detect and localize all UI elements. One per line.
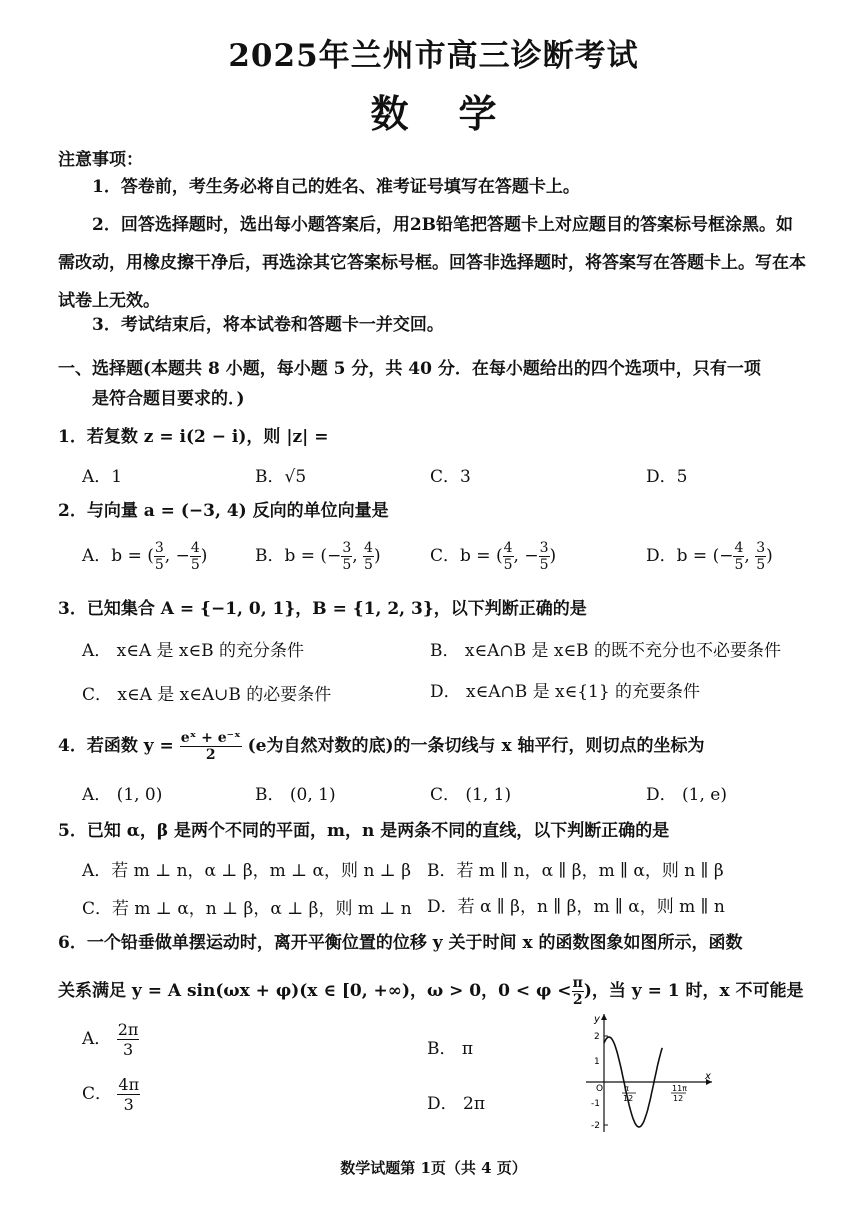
graph-origin-label: O bbox=[596, 1084, 604, 1094]
q2-option-a-pre: b = ( bbox=[111, 546, 154, 566]
q4-stem: 4．若函数 y = $\frac{\text{eˣ + e⁻ˣ}}{2}$ (e为自然对数的底)的一条切线与 x 轴平行，则切点的坐标为 bbox=[58, 730, 705, 763]
q5-option-c: C．若 m ⊥ α，n ⊥ β，α ⊥ β，则 m ⊥ n bbox=[82, 899, 412, 919]
q2-option-d-frac1: $\frac{4}{5}$ bbox=[734, 540, 744, 573]
q2-option-a-frac1: $\frac{3}{5}$ bbox=[154, 540, 164, 573]
graph-x-label: x bbox=[705, 1071, 711, 1082]
q3-stem: 3．已知集合 A = {−1, 0, 1}，B = {1, 2, 3}，以下判断正确的是 bbox=[58, 599, 587, 619]
q1-option-b: B．√5 bbox=[255, 467, 307, 487]
q3-option-c: C． x∈A 是 x∈A∪B 的必要条件 bbox=[82, 685, 332, 705]
q1-option-c: C．3 bbox=[430, 467, 471, 487]
graph-xtick-11pi12-den: 12 bbox=[673, 1094, 684, 1103]
q4-option-b: B． (0, 1) bbox=[255, 785, 336, 805]
q2-stem: 2．与向量 a = (−3, 4) 反向的单位向量是 bbox=[58, 501, 389, 521]
note-item-3: 3．考试结束后，将本试卷和答题卡一并交回。 bbox=[92, 315, 444, 335]
page-title: 2025年兰州市高三诊断考试 bbox=[228, 38, 639, 74]
q6-sine-graph bbox=[578, 1010, 718, 1135]
graph-ytick-1: 1 bbox=[594, 1057, 600, 1067]
graph-y-label: y bbox=[594, 1014, 600, 1025]
q4-option-a: A． (1, 0) bbox=[82, 785, 163, 805]
q6-option-a-fraction: $\frac{2\pi}{3}$ bbox=[117, 1020, 139, 1059]
page-footer: 数学试题第 1页（共 4 页） bbox=[340, 1159, 527, 1177]
section-heading-line2: 是符合题目要求的．) bbox=[92, 389, 245, 409]
section-heading bbox=[58, 354, 808, 414]
q2-option-a-label: A． bbox=[82, 546, 112, 566]
graph-xtick-11pi12-num: 11π bbox=[672, 1084, 687, 1093]
note-item-1: 1．答卷前，考生务必将自己的姓名、准考证号填写在答题卡上。 bbox=[92, 177, 580, 197]
q2-option-d: D．b = (− $\frac{4}{5}$ , $\frac{3}{5}$ ) bbox=[646, 540, 773, 573]
graph-xtick-pi12-den: 12 bbox=[623, 1094, 634, 1103]
q2-option-c-frac2: $\frac{3}{5}$ bbox=[539, 540, 549, 573]
q2-option-b: B．b = (− $\frac{3}{5}$ , $\frac{4}{5}$ ) bbox=[255, 540, 381, 573]
q6-option-c: C． $\frac{4\pi}{3}$ bbox=[82, 1075, 140, 1114]
q1-option-d: D．5 bbox=[646, 467, 688, 487]
subject-title: 数学 bbox=[370, 91, 547, 136]
notes-heading: 注意事项： bbox=[58, 150, 143, 170]
q2-option-b-frac1: $\frac{3}{5}$ bbox=[342, 540, 352, 573]
q4-option-c: C． (1, 1) bbox=[430, 785, 512, 805]
q4-option-d: D． (1, e) bbox=[646, 785, 727, 805]
graph-ytick-neg1: -1 bbox=[591, 1099, 600, 1109]
q2-option-a: A．b = ( $\frac{3}{5}$ , − $\frac{4}{5}$ ) bbox=[82, 540, 208, 573]
graph-ytick-2: 2 bbox=[594, 1032, 600, 1042]
q5-stem: 5．已知 α，β 是两个不同的平面，m，n 是两条不同的直线，以下判断正确的是 bbox=[58, 821, 670, 841]
q3-option-d: D． x∈A∩B 是 x∈{1} 的充要条件 bbox=[430, 682, 701, 702]
q2-option-c: C．b = ( $\frac{4}{5}$ , − $\frac{3}{5}$ ) bbox=[430, 540, 557, 573]
q2-option-b-frac2: $\frac{4}{5}$ bbox=[364, 540, 373, 573]
q3-option-b: B． x∈A∩B 是 x∈B 的既不充分也不必要条件 bbox=[430, 641, 781, 661]
q4-function-fraction: $\frac{\text{eˣ + e⁻ˣ}}{2}$ bbox=[180, 730, 241, 763]
graph-y-arrow bbox=[601, 1014, 607, 1020]
note-item-2: 2．回答选择题时，选出每小题答案后，用2B铅笔把答题卡上对应题目的答案标号框涂黑。如需改动，用橡皮擦干净后，再选涂其它答案标号框。回答非选择题时，将答案写在答题卡上。写在本试卷上无效。 bbox=[58, 215, 806, 311]
q6-option-a: A． $\frac{2\pi}{3}$ bbox=[82, 1020, 139, 1059]
graph-xtick-pi12-num: π bbox=[624, 1084, 629, 1093]
q6-option-c-fraction: $\frac{4\pi}{3}$ bbox=[118, 1075, 140, 1114]
q6-stem-line1: 6．一个铅垂做单摆运动时，离开平衡位置的位移 y 关于时间 x 的函数图象如图所示，函数 bbox=[58, 933, 743, 953]
q6-phi-bound-fraction: $\frac{\pi}{2}$ bbox=[572, 975, 583, 1008]
q1-stem: 1．若复数 z = i(2 − i)，则 |z| = bbox=[58, 427, 329, 447]
section-heading-line1: 一、选择题(本题共 8 小题，每小题 5 分，共 40 分．在每小题给出的四个选项中，只有一项 bbox=[58, 359, 761, 379]
q5-option-a: A．若 m ⊥ n，α ⊥ β，m ⊥ α，则 n ⊥ β bbox=[82, 861, 412, 881]
graph-ytick-neg2: -2 bbox=[591, 1121, 600, 1131]
q6-stem-line2: 关系满足 y = A sin(ωx + φ)(x ∈ [0, +∞)，ω > 0，0 < φ < $\frac{\pi}{2}$ )，当 y = 1 时，x 不可能是 bbox=[58, 975, 804, 1008]
q6-option-d: D． 2π bbox=[427, 1094, 486, 1114]
q2-option-a-frac2: $\frac{4}{5}$ bbox=[190, 540, 200, 573]
q6-option-b: B． π bbox=[427, 1039, 474, 1059]
q2-option-d-frac2: $\frac{3}{5}$ bbox=[756, 540, 766, 573]
q5-option-b: B．若 m ∥ n，α ∥ β，m ∥ α，则 n ∥ β bbox=[427, 861, 724, 881]
q2-option-c-frac1: $\frac{4}{5}$ bbox=[503, 540, 513, 573]
q5-option-d: D．若 α ∥ β，n ∥ β，m ∥ α，则 m ∥ n bbox=[427, 897, 725, 917]
q3-option-a: A． x∈A 是 x∈B 的充分条件 bbox=[82, 641, 305, 661]
q1-option-a: A．1 bbox=[82, 467, 123, 487]
